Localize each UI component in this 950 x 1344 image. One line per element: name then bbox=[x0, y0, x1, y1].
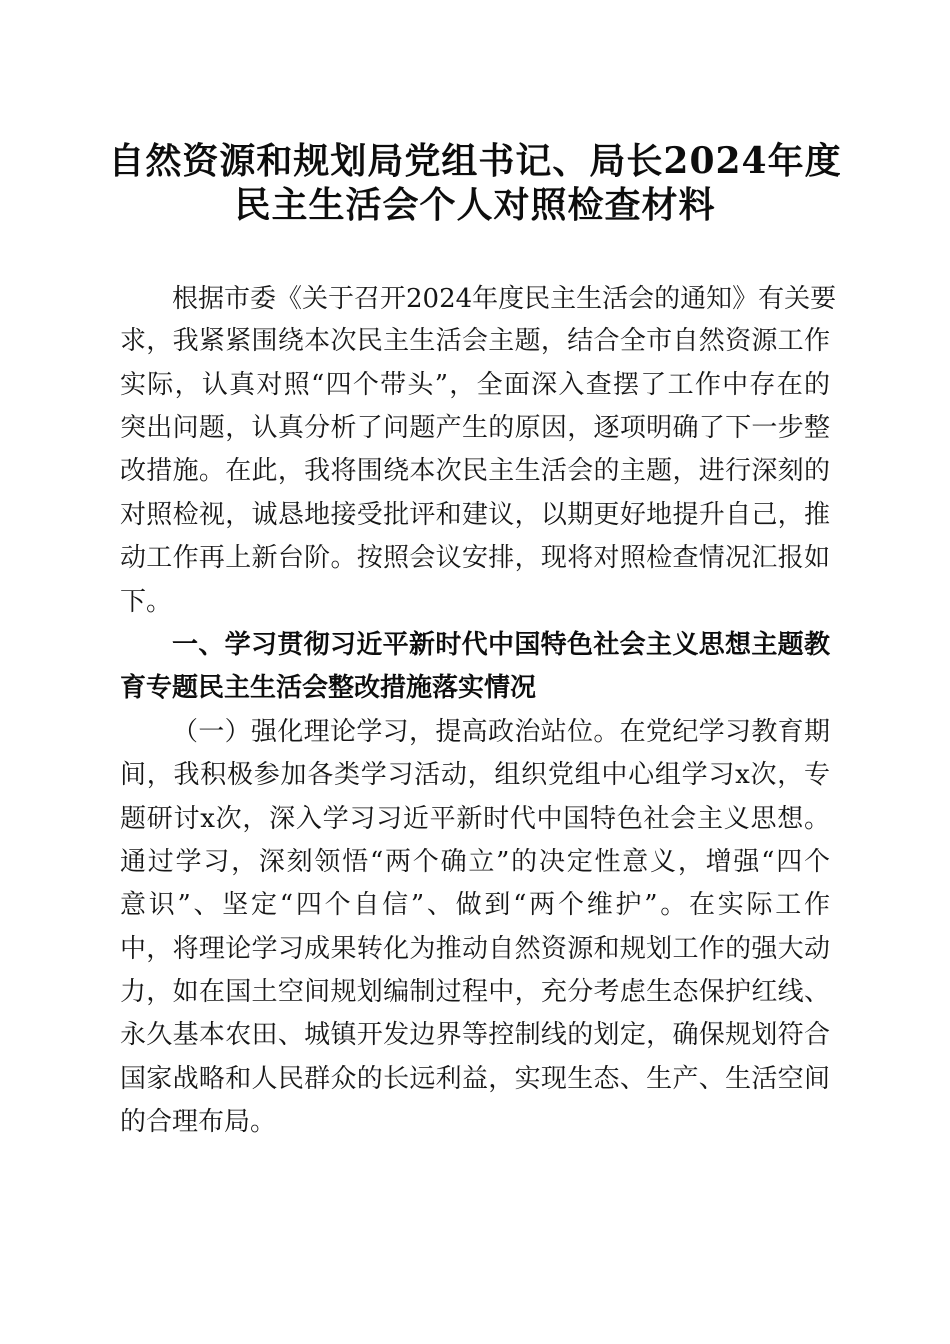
intro-paragraph-line: 下。 bbox=[120, 587, 173, 617]
subsection-paragraph-line: 间，我积极参加各类学习活动，组织党组中心组学习x次，专 bbox=[120, 760, 830, 790]
section-heading-line: 育专题民主生活会整改措施落实情况 bbox=[120, 673, 537, 703]
intro-paragraph-line: 改措施。在此，我将围绕本次民主生活会的主题，进行深刻的 bbox=[120, 456, 830, 486]
intro-paragraph-line: 对照检视，诚恳地接受批评和建议，以期更好地提升自己，推 bbox=[120, 500, 830, 530]
subsection-paragraph-line: 永久基本农田、城镇开发边界等控制线的划定，确保规划符合 bbox=[120, 1020, 830, 1050]
intro-paragraph-line: 实际，认真对照“四个带头”，全面深入查摆了工作中存在的 bbox=[120, 370, 830, 400]
subsection-paragraph-line: 中，将理论学习成果转化为推动自然资源和规划工作的强大动 bbox=[120, 934, 830, 964]
subsection-paragraph-line: 题研讨x次，深入学习习近平新时代中国特色社会主义思想。 bbox=[120, 804, 830, 834]
intro-paragraph-line: 突出问题，认真分析了问题产生的原因，逐项明确了下一步整 bbox=[120, 413, 830, 443]
intro-paragraph-line: 动工作再上新台阶。按照会议安排，现将对照检查情况汇报如 bbox=[120, 543, 830, 573]
subsection-paragraph-line: 力，如在国土空间规划编制过程中，充分考虑生态保护红线、 bbox=[120, 977, 830, 1007]
document-title-line-2: 民主生活会个人对照检查材料 bbox=[234, 184, 716, 226]
section-heading-line: 一、学习贯彻习近平新时代中国特色社会主义思想主题教 bbox=[172, 630, 830, 660]
subsection-paragraph-line: 意识”、坚定“四个自信”、做到“两个维护”。在实际工作 bbox=[120, 890, 830, 920]
subsection-paragraph-line: （一）强化理论学习，提高政治站位。在党纪学习教育期 bbox=[172, 717, 830, 747]
subsection-paragraph-line: 的合理布局。 bbox=[120, 1107, 277, 1137]
document-title-line-1: 自然资源和规划局党组书记、局长2024年度 bbox=[108, 140, 842, 182]
intro-paragraph-line: 求，我紧紧围绕本次民主生活会主题，结合全市自然资源工作 bbox=[120, 326, 830, 356]
subsection-paragraph-line: 国家战略和人民群众的长远利益，实现生态、生产、生活空间 bbox=[120, 1064, 830, 1094]
intro-paragraph-line: 根据市委《关于召开2024年度民主生活会的通知》有关要 bbox=[172, 284, 837, 314]
subsection-paragraph-line: 通过学习，深刻领悟“两个确立”的决定性意义，增强“四个 bbox=[120, 847, 830, 877]
